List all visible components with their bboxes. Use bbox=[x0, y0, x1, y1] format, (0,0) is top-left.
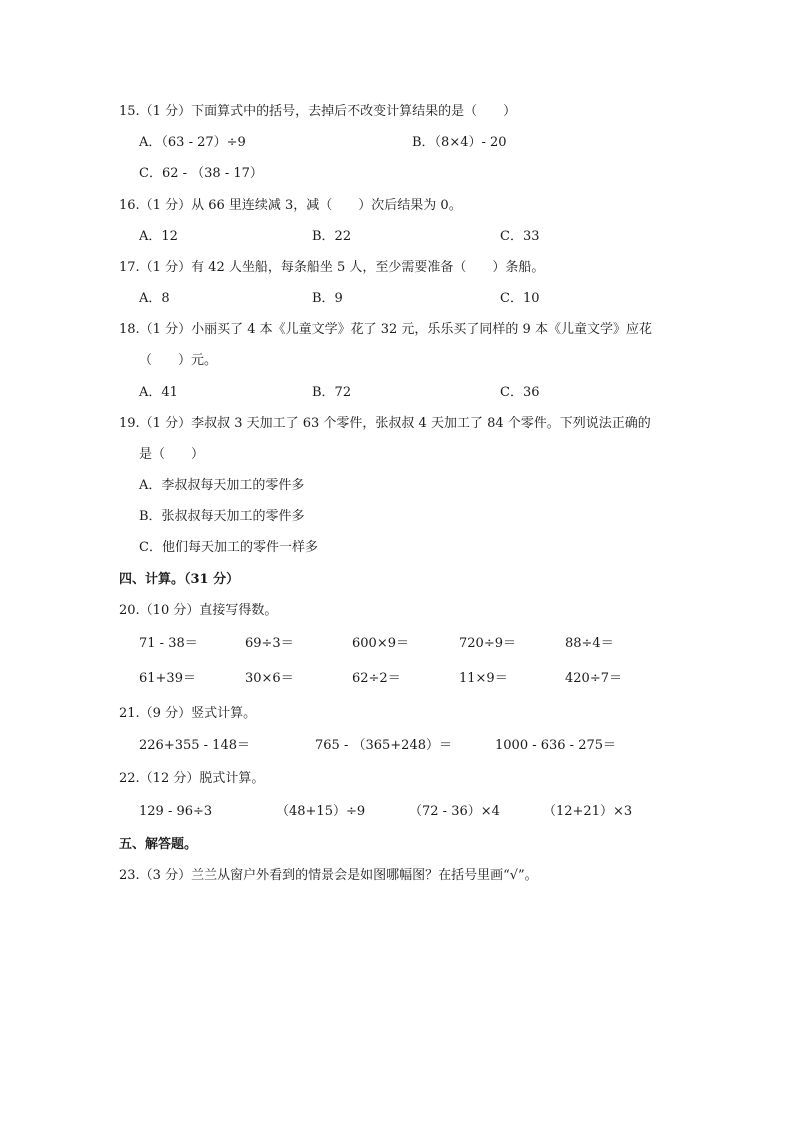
question-23-stem: 23.（3 分）兰兰从窗户外看到的情景会是如图哪幅图？在括号里画“√”。 bbox=[119, 868, 538, 883]
question-18-option-a: A．41 bbox=[139, 385, 178, 400]
question-15-stem: 15.（1 分）下面算式中的括号，去掉后不改变计算结果的是（ ） bbox=[119, 104, 517, 119]
q20-row2-item: 420÷7＝ bbox=[565, 671, 622, 686]
q20-row2-item: 30×6＝ bbox=[245, 671, 294, 686]
q21-item: 1000 - 636 - 275＝ bbox=[495, 738, 617, 753]
q22-item: （72 - 36）×4 bbox=[409, 804, 500, 819]
question-19-stem-line2: 是（ ） bbox=[139, 447, 205, 462]
q22-item: 129 - 96÷3 bbox=[139, 804, 213, 819]
question-15-option-b: B．（8×4）- 20 bbox=[412, 135, 507, 150]
question-19-stem-line1: 19.（1 分）李叔叔 3 天加工了 63 个零件，张叔叔 4 天加工了 84 个零件。下列说法正确的 bbox=[119, 416, 651, 431]
question-16-option-b: B．22 bbox=[312, 229, 352, 244]
q21-item: 226+355 - 148＝ bbox=[139, 738, 250, 753]
q22-item: （48+15）÷9 bbox=[276, 804, 366, 819]
question-16-option-c: C．33 bbox=[500, 229, 540, 244]
question-18-option-c: C．36 bbox=[500, 385, 540, 400]
question-19-option-c: C．他们每天加工的零件一样多 bbox=[139, 540, 318, 555]
q20-row1-item: 71 - 38＝ bbox=[139, 636, 198, 651]
q22-item: （12+21）×3 bbox=[543, 804, 633, 819]
question-16-option-a: A．12 bbox=[139, 229, 178, 244]
question-22-stem: 22.（12 分）脱式计算。 bbox=[119, 771, 265, 786]
q20-row2-item: 61+39＝ bbox=[139, 671, 196, 686]
question-18-stem-line1: 18.（1 分）小丽买了 4 本《儿童文学》花了 32 元，乐乐买了同样的 9 本《儿童文学》应花 bbox=[119, 322, 652, 337]
question-17-option-b: B．9 bbox=[312, 291, 343, 306]
question-21-stem: 21.（9 分）竖式计算。 bbox=[119, 706, 257, 721]
question-17-option-a: A．8 bbox=[139, 291, 170, 306]
q20-row1-item: 720÷9＝ bbox=[459, 636, 516, 651]
question-17-stem: 17.（1 分）有 42 人坐船，每条船坐 5 人，至少需要准备（ ）条船。 bbox=[119, 260, 545, 275]
section-5-heading: 五、解答题。 bbox=[119, 837, 198, 852]
q20-row1-item: 69÷3＝ bbox=[245, 636, 294, 651]
question-20-stem: 20.（10 分）直接写得数。 bbox=[119, 603, 278, 618]
question-19-option-b: B．张叔叔每天加工的零件多 bbox=[139, 509, 305, 524]
question-15-option-c: C．62 - （38 - 17） bbox=[139, 166, 263, 181]
question-19-option-a: A．李叔叔每天加工的零件多 bbox=[139, 478, 305, 493]
q20-row2-item: 62÷2＝ bbox=[352, 671, 401, 686]
q20-row1-item: 600×9＝ bbox=[352, 636, 409, 651]
question-18-stem-line2: （ ）元。 bbox=[139, 353, 218, 368]
question-17-option-c: C．10 bbox=[500, 291, 540, 306]
q20-row2-item: 11×9＝ bbox=[459, 671, 508, 686]
question-18-option-b: B．72 bbox=[312, 385, 352, 400]
question-15-option-a: A．（63 - 27）÷9 bbox=[139, 135, 246, 150]
question-16-stem: 16.（1 分）从 66 里连续减 3，减（ ）次后结果为 0。 bbox=[119, 198, 462, 213]
section-4-heading: 四、计算。（31 分） bbox=[119, 572, 240, 587]
q21-item: 765 - （365+248）＝ bbox=[315, 738, 452, 753]
q20-row1-item: 88÷4＝ bbox=[565, 636, 614, 651]
